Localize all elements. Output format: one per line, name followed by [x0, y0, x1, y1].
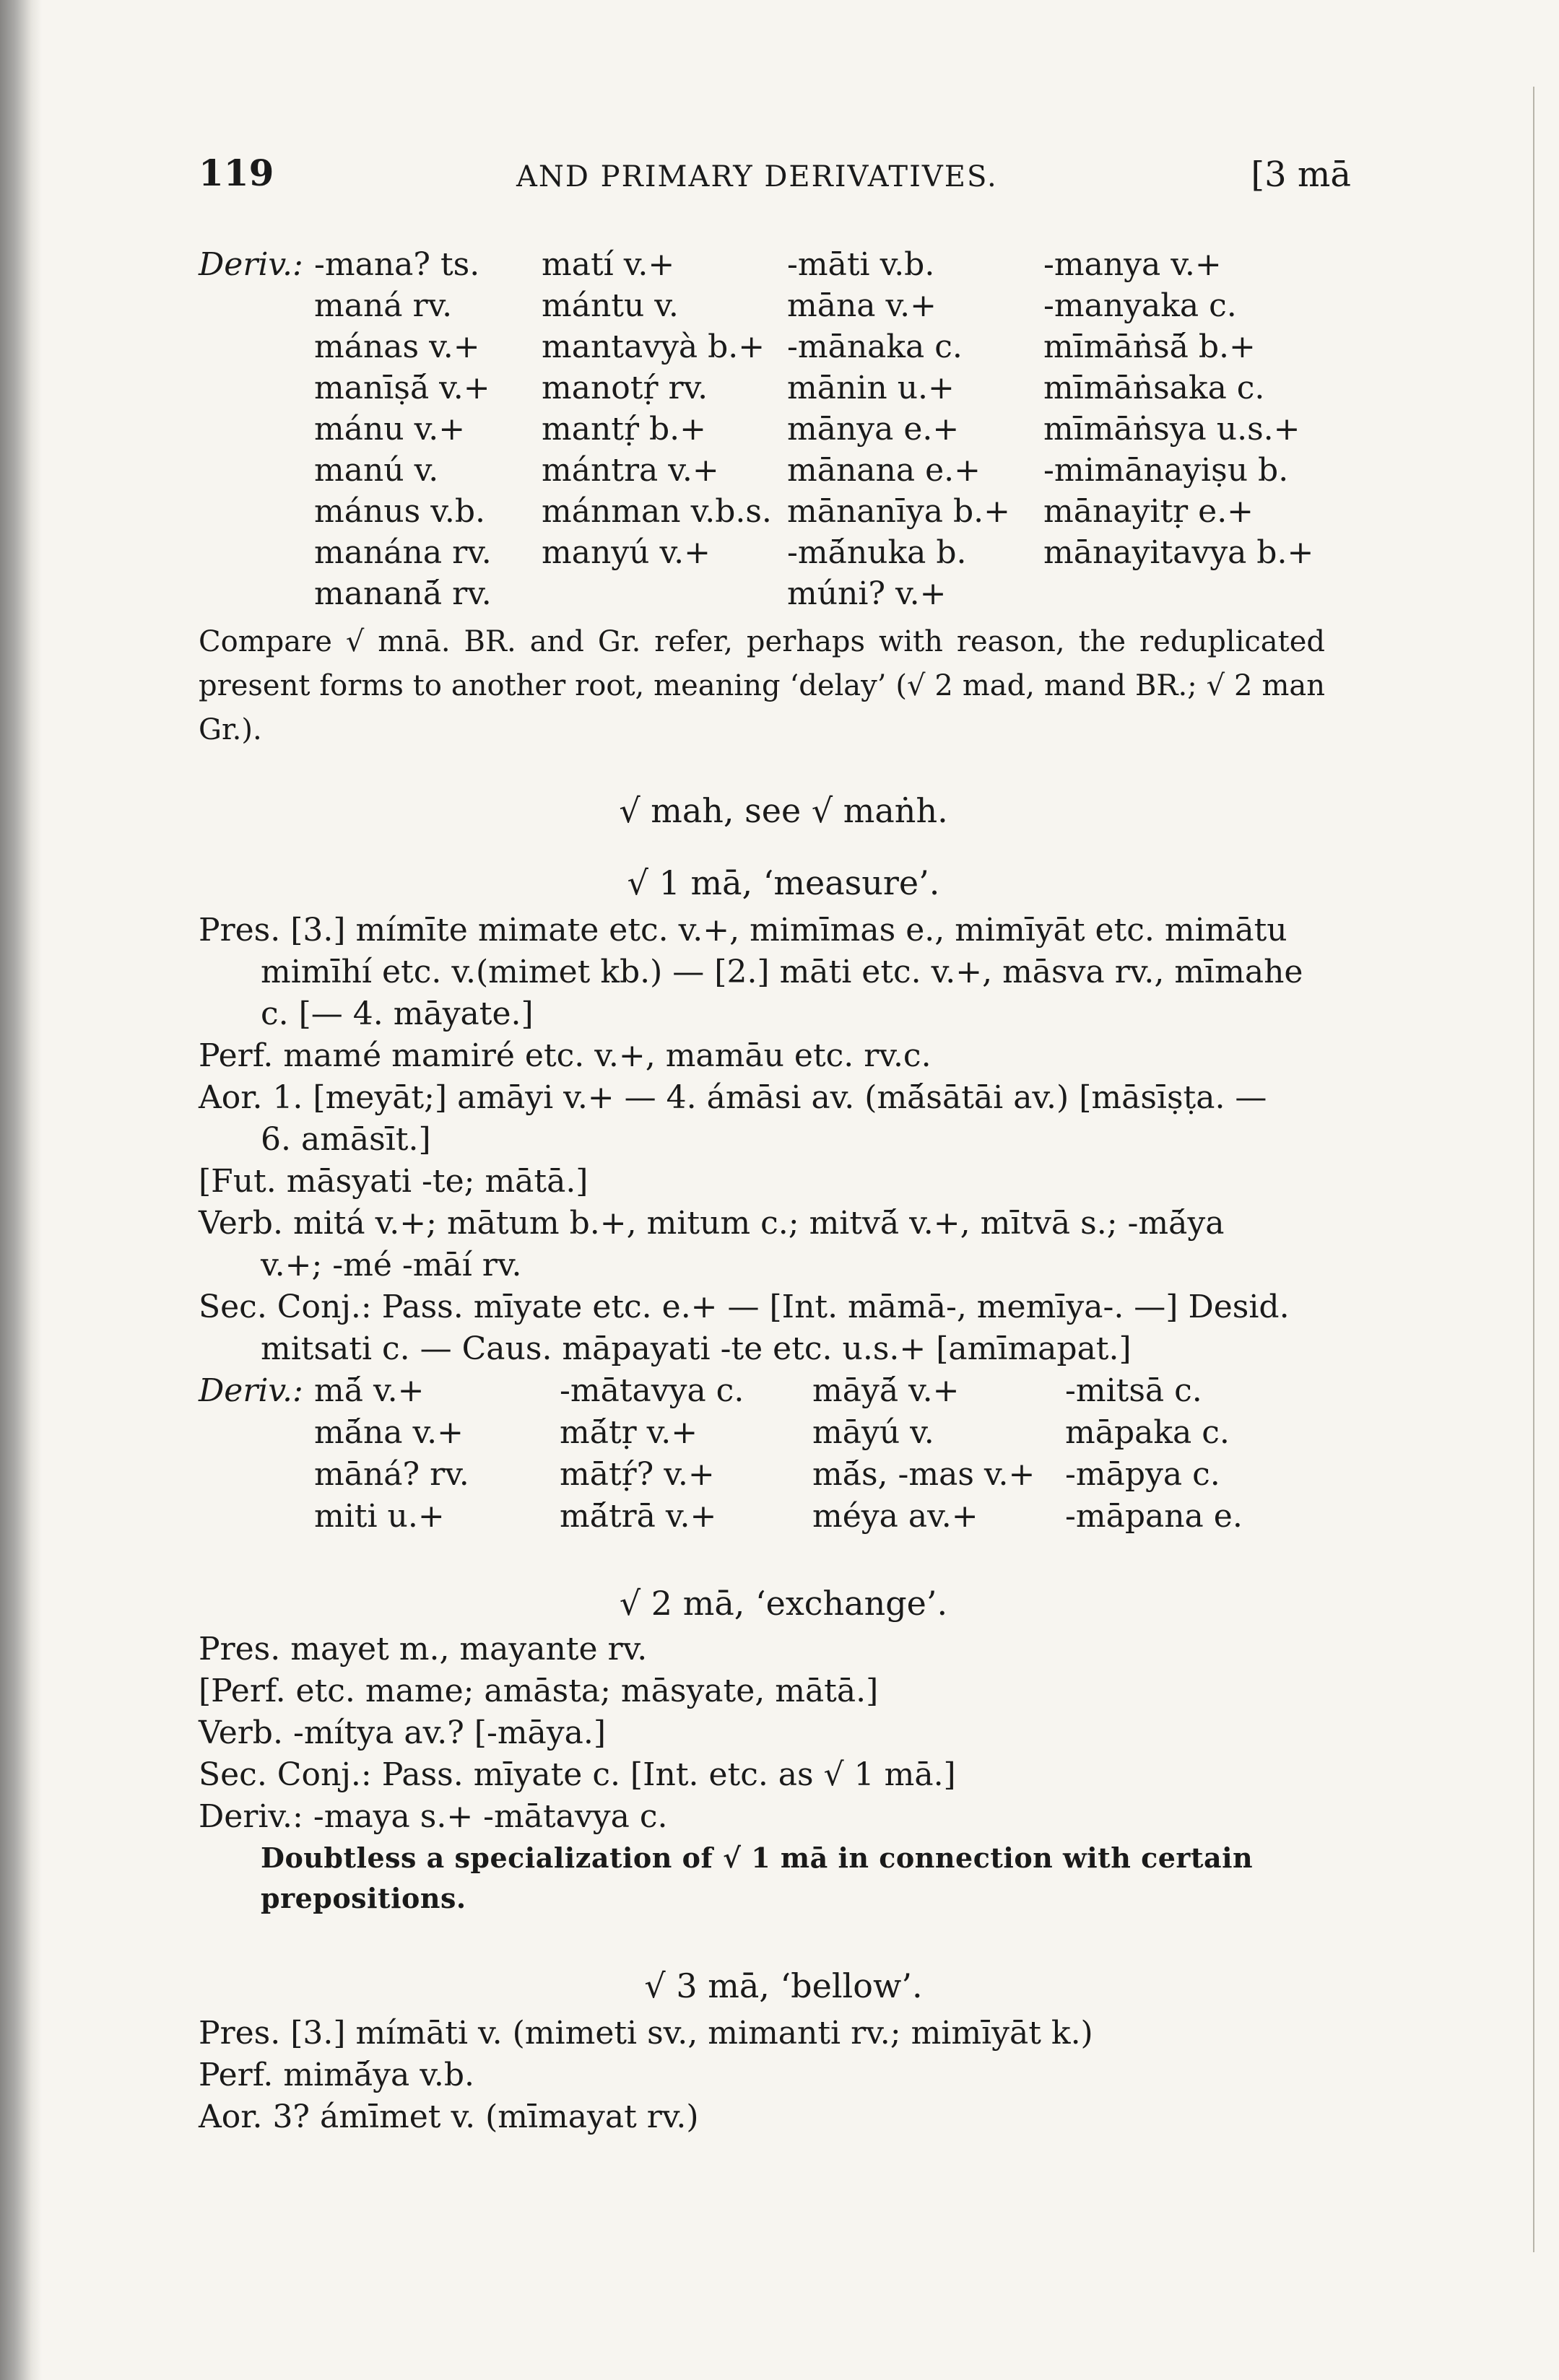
cell: mánu v.+ — [314, 411, 466, 448]
page-content — [199, 152, 1351, 2138]
cell: -māti v.b. — [787, 246, 935, 283]
cell: mánman v.b.s. — [542, 493, 772, 530]
cell: méya av.+ — [812, 1498, 978, 1535]
heading-ma-3: √ 3 mā, ‘bellow’. — [644, 1966, 923, 2005]
cell: -mitsā c. — [1065, 1372, 1202, 1409]
ma1-forms — [199, 910, 1325, 1370]
cell: mānana e.+ — [787, 452, 981, 489]
ma3-forms — [199, 2013, 1325, 2138]
cell: mánas v.+ — [314, 328, 480, 365]
heading-mah: √ mah, see √ maṅh. — [619, 791, 948, 830]
form-line: [Fut. māsyati -te; mātā.] — [199, 1163, 589, 1200]
form-line: Verb. -mítya av.? [-māya.] — [199, 1714, 607, 1751]
cell: mānanīya b.+ — [787, 493, 1011, 530]
cell: mānayitavya b.+ — [1043, 534, 1314, 571]
cell: -manya v.+ — [1043, 246, 1222, 283]
cell: miti u.+ — [314, 1498, 445, 1535]
cell: māyā́ v.+ — [812, 1372, 960, 1409]
form-line: Perf. mamé mamiré etc. v.+, mamāu etc. rv.c. — [199, 1037, 932, 1074]
cell: mīmāṅsā́ b.+ — [1043, 328, 1256, 365]
form-line: v.+; -mé -māí rv. — [261, 1247, 522, 1283]
catchword: [3 mā — [1251, 154, 1351, 195]
form-line: mimīhí etc. v.(mimet kb.) — [2.] māti etc. v.+, māsva rv., mīmahe — [261, 954, 1303, 990]
form-line: Deriv.: -maya s.+ -mātavya c. — [199, 1798, 668, 1835]
cell: mā́na v.+ — [314, 1414, 464, 1451]
form-line: Pres. [3.] mímīte mimate etc. v.+, mimīmas e., mimīyāt etc. mimātu — [199, 912, 1287, 949]
cell: mā́ v.+ — [314, 1372, 425, 1409]
cell: mantṛ́ b.+ — [542, 411, 707, 448]
cell: mīmāṅsaka c. — [1043, 370, 1265, 406]
deriv-table-ma1 — [199, 1370, 1325, 1538]
cell: -mana? ts. — [314, 246, 480, 283]
form-line: Aor. 3? ámīmet v. (mīmayat rv.) — [199, 2098, 699, 2135]
form-line: 6. amāsīt.] — [261, 1121, 431, 1158]
cell: -mātavya c. — [560, 1372, 744, 1409]
cell: māna v.+ — [787, 287, 937, 324]
cell: manyú v.+ — [542, 534, 711, 571]
deriv-label: Deriv.: — [199, 246, 303, 283]
cell: mántu v. — [542, 287, 679, 324]
cell: mántra v.+ — [542, 452, 719, 489]
cell: maná rv. — [314, 287, 453, 324]
cell — [1043, 573, 1325, 614]
page-number: 119 — [199, 152, 274, 194]
cell: manú v. — [314, 452, 439, 489]
cell: -mānaka c. — [787, 328, 963, 365]
cell: -māpya c. — [1065, 1456, 1220, 1493]
cell: mīmāṅsya u.s.+ — [1043, 411, 1300, 448]
running-header — [199, 152, 1351, 202]
cell: māyú v. — [812, 1414, 934, 1451]
form-line: Perf. mimā́ya v.b. — [199, 2057, 474, 2093]
scan-edge-line — [1533, 87, 1534, 2252]
form-line: [Perf. etc. mame; amāsta; māsyate, mātā.] — [199, 1673, 879, 1709]
running-title: AND PRIMARY DERIVATIVES. — [516, 160, 998, 193]
cell: māná? rv. — [314, 1456, 469, 1493]
form-line: mitsati c. — Caus. māpayati -te etc. u.s.+ [amīmapat.] — [261, 1330, 1132, 1367]
form-line: Pres. [3.] mímāti v. (mimeti sv., mimanti rv.; mimīyāt k.) — [199, 2015, 1093, 2052]
cell: matí v.+ — [542, 246, 675, 283]
form-line: c. [— 4. māyate.] — [261, 995, 534, 1032]
deriv-label: Deriv.: — [199, 1372, 303, 1409]
cell: -manyaka c. — [1043, 287, 1237, 324]
compare-note: Compare √ mnā. BR. and Gr. refer, perhaps with reason, the reduplicated present forms to another root, meaning ‘delay’ (√ 2 mad, mand BR.; √ 2 man Gr.). — [199, 625, 1325, 746]
cell: mánus v.b. — [314, 493, 485, 530]
heading-ma-2: √ 2 mā, ‘exchange’. — [619, 1584, 948, 1623]
form-line: Pres. mayet m., mayante rv. — [199, 1631, 648, 1668]
cell: mā́s, -mas v.+ — [812, 1456, 1035, 1493]
cell: múni? v.+ — [787, 575, 947, 612]
cell: māpaka c. — [1065, 1414, 1230, 1451]
cell: manīṣā́ v.+ — [314, 370, 490, 406]
cell: mananā́ rv. — [314, 575, 492, 612]
cell: mantavyà b.+ — [542, 328, 765, 365]
heading-ma-1: √ 1 mā, ‘measure’. — [627, 863, 940, 902]
scan-edge-shadow — [0, 0, 42, 2380]
cell: mānin u.+ — [787, 370, 955, 406]
cell: -mimānayiṣu b. — [1043, 452, 1289, 489]
cell: mā́trā v.+ — [560, 1498, 717, 1535]
cell: -mā́nuka b. — [787, 534, 967, 571]
cell: -māpana e. — [1065, 1498, 1243, 1535]
form-line: Verb. mitá v.+; mātum b.+, mitum c.; mitvā́ v.+, mītvā s.; -mā́ya — [199, 1205, 1225, 1242]
form-line: Sec. Conj.: Pass. mīyate c. [Int. etc. as √ 1 mā.] — [199, 1756, 956, 1793]
cell: manotṛ́ rv. — [542, 370, 708, 406]
cell: manána rv. — [314, 534, 492, 571]
cell: mānya e.+ — [787, 411, 960, 448]
cell: mātṛ́? v.+ — [560, 1456, 715, 1493]
form-line: Aor. 1. [meyāt;] amāyi v.+ — 4. ámāsi av. (mā́sātāi av.) [māsīṣṭa. — — [199, 1079, 1267, 1116]
deriv-table-man — [199, 244, 1325, 614]
cell: mānayitṛ e.+ — [1043, 493, 1254, 530]
ma2-forms — [199, 1629, 1325, 1919]
ma2-note: Doubtless a specialization of √ 1 mā in connection with certain prepositions. — [261, 1841, 1254, 1914]
cell: mā́tṛ v.+ — [560, 1414, 698, 1451]
form-line: Sec. Conj.: Pass. mīyate etc. e.+ — [Int. māmā-, memīya-. —] Desid. — [199, 1289, 1290, 1325]
cell — [542, 573, 787, 614]
